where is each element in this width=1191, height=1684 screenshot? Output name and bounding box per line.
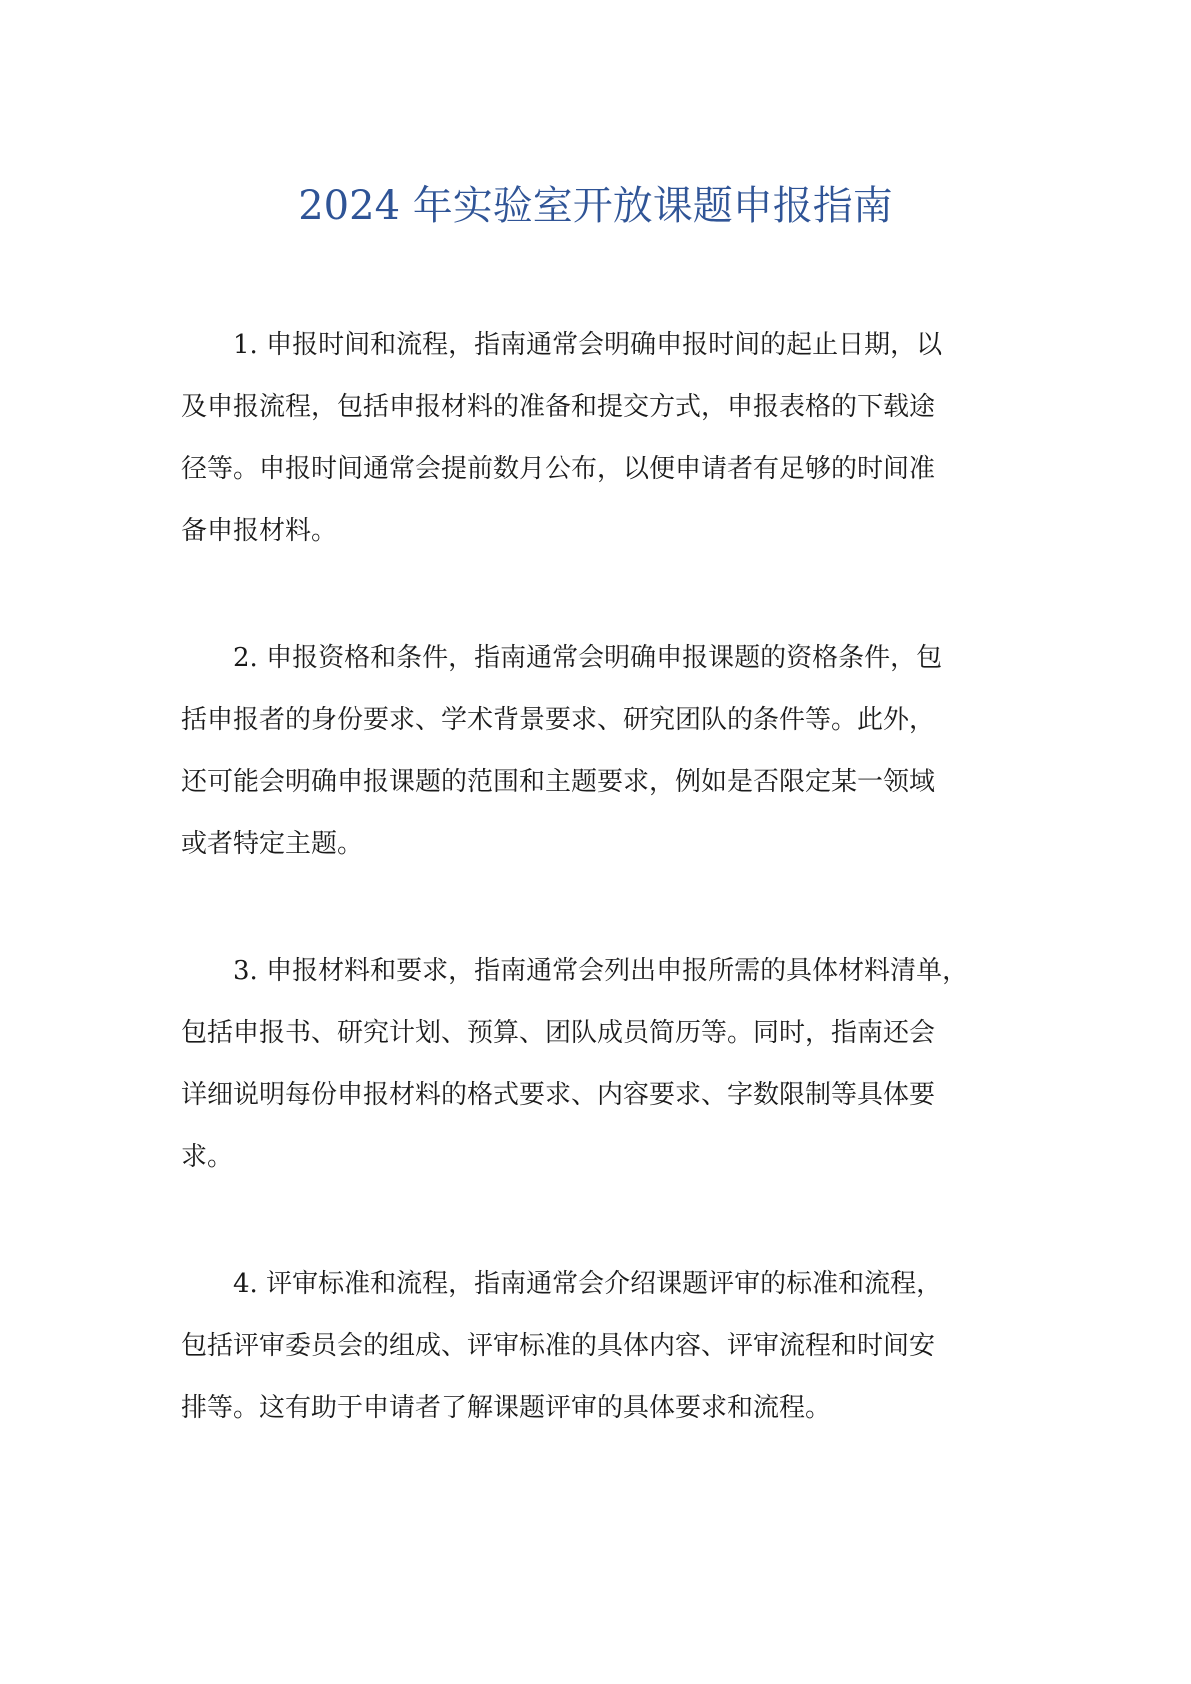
- item-1-line-4: 备申报材料。: [181, 516, 338, 546]
- item-2-line-3: 还可能会明确申报课题的范围和主题要求，例如是否限定某一领域: [181, 767, 936, 797]
- guideline-item-3: [181, 940, 1011, 1188]
- item-2-line-1: 2. 申报资格和条件，指南通常会明确申报课题的资格条件，包: [233, 643, 943, 673]
- item-1-line-2: 及申报流程，包括申报材料的准备和提交方式，申报表格的下载途: [181, 392, 936, 422]
- item-4-line-1: 4. 评审标准和流程，指南通常会介绍课题评审的标准和流程，: [233, 1269, 943, 1299]
- item-2-line-2: 括申报者的身份要求、学术背景要求、研究团队的条件等。此外，: [181, 705, 936, 735]
- document-title: 2024 年实验室开放课题申报指南: [298, 183, 893, 229]
- guideline-item-4: [181, 1253, 1011, 1439]
- item-3-line-1: 3. 申报材料和要求，指南通常会列出申报所需的具体材料清单，: [233, 956, 969, 986]
- item-3-line-3: 详细说明每份申报材料的格式要求、内容要求、字数限制等具体要: [181, 1080, 936, 1110]
- guideline-item-2: [181, 627, 1011, 875]
- item-3-line-4: 求。: [181, 1142, 234, 1172]
- item-4-line-3: 排等。这有助于申请者了解课题评审的具体要求和流程。: [181, 1393, 832, 1423]
- item-4-line-2: 包括评审委员会的组成、评审标准的具体内容、评审流程和时间安: [181, 1331, 936, 1361]
- guideline-item-1: [181, 314, 1011, 562]
- item-2-line-4: 或者特定主题。: [181, 829, 364, 859]
- item-1-line-3: 径等。申报时间通常会提前数月公布，以便申请者有足够的时间准: [181, 454, 936, 484]
- item-3-line-2: 包括申报书、研究计划、预算、团队成员简历等。同时，指南还会: [181, 1018, 936, 1048]
- item-1-line-1: 1. 申报时间和流程，指南通常会明确申报时间的起止日期，以: [233, 330, 943, 360]
